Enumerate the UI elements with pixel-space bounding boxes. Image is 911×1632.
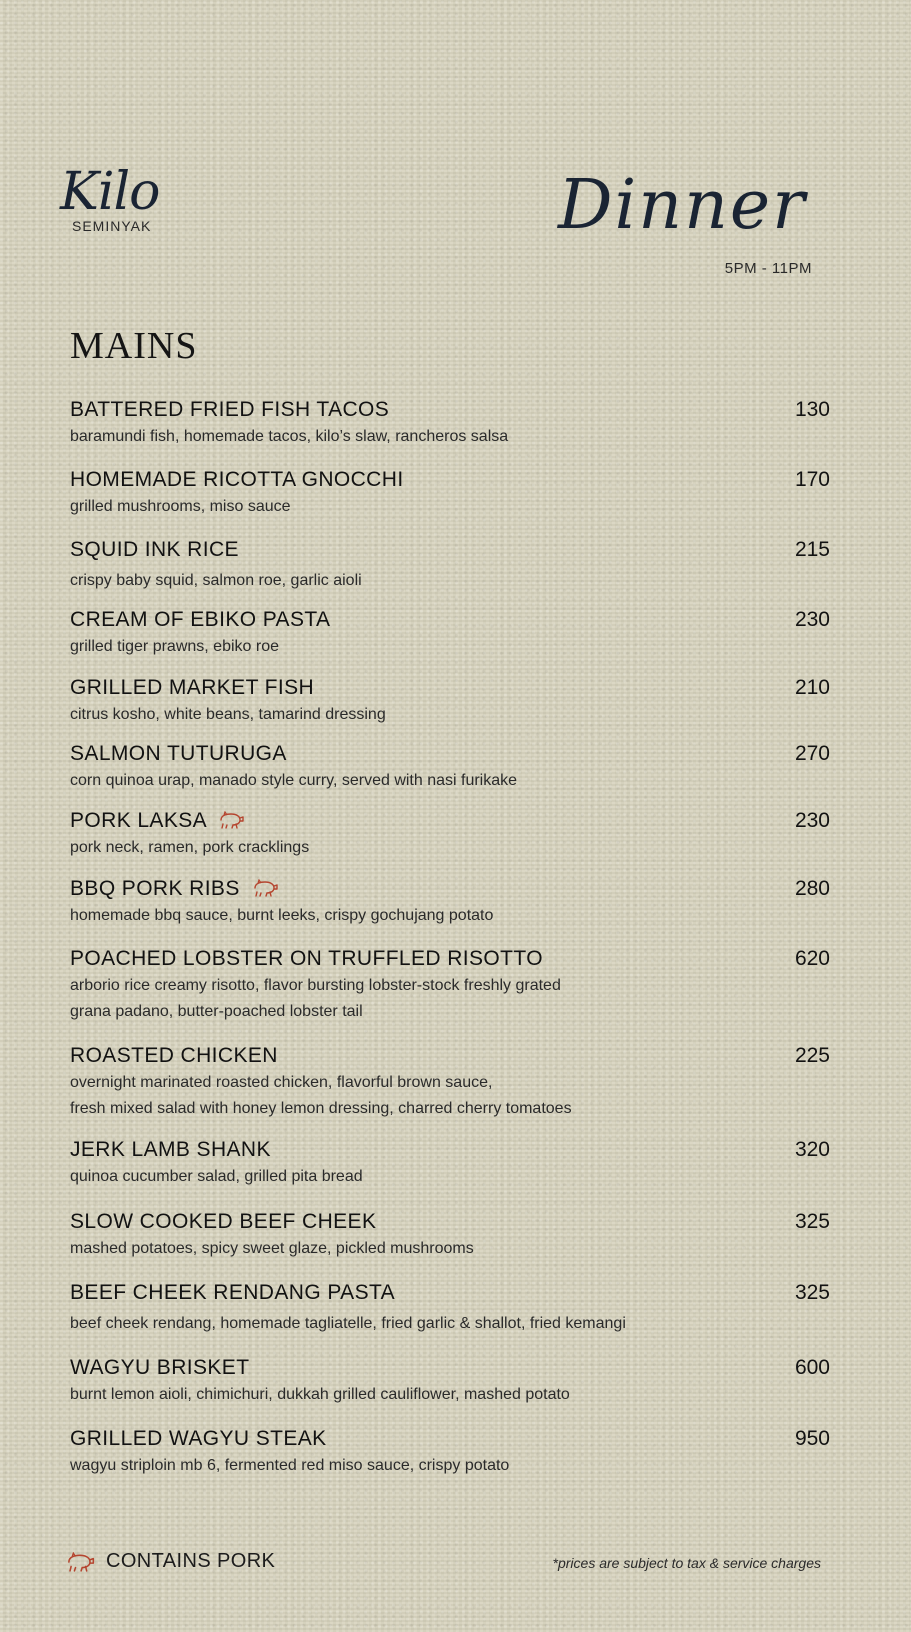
menu-item <box>70 876 830 929</box>
pig-icon <box>218 811 244 829</box>
pig-icon <box>252 879 278 897</box>
legend-label: CONTAINS PORK <box>106 1550 276 1572</box>
item-name-with-icon <box>70 876 830 902</box>
item-description: burnt lemon aioli, chimichuri, dukkah grilled cauliflower, mashed potato <box>70 1386 570 1403</box>
item-name: SALMON TUTURUGA <box>70 742 287 765</box>
item-name: GRILLED MARKET FISH <box>70 676 315 699</box>
item-description: pork neck, ramen, pork cracklings <box>70 839 310 856</box>
item-description-line-2: grana padano, butter-poached lobster tail <box>70 1003 363 1020</box>
item-description: corn quinoa urap, manado style curry, served with nasi furikake <box>70 772 518 789</box>
item-description: grilled mushrooms, miso sauce <box>70 498 291 515</box>
item-price: 170 <box>794 468 830 491</box>
item-name: WAGYU BRISKET <box>70 1356 250 1379</box>
item-name: POACHED LOBSTER ON TRUFFLED RISOTTO <box>70 947 543 970</box>
item-price: 215 <box>794 538 830 561</box>
item-name-with-icon <box>70 808 830 834</box>
item-description-line-1: overnight marinated roasted chicken, flavorful brown sauce, <box>70 1074 493 1091</box>
item-name: CREAM OF EBIKO PASTA <box>70 608 331 631</box>
item-price: 620 <box>794 947 830 970</box>
menu-item <box>70 675 830 728</box>
item-description: beef cheek rendang, homemade tagliatelle, fried garlic & shallot, fried kemangi <box>70 1315 626 1332</box>
item-price: 230 <box>794 608 830 631</box>
item-name: JERK LAMB SHANK <box>70 1138 271 1161</box>
item-price: 230 <box>794 809 830 832</box>
logo-location: SEMINYAK <box>72 218 152 234</box>
menu-item <box>70 1137 830 1190</box>
item-name: SQUID INK RICE <box>70 538 239 561</box>
menu-item <box>70 808 830 861</box>
menu-item <box>70 1355 830 1408</box>
item-price: 320 <box>794 1138 830 1161</box>
item-price: 600 <box>794 1356 830 1379</box>
item-price: 130 <box>794 398 830 421</box>
menu-item <box>70 537 830 594</box>
menu-item <box>70 741 830 794</box>
logo-wordmark: Kilo <box>60 162 160 222</box>
item-description: mashed potatoes, spicy sweet glaze, pickled mushrooms <box>70 1240 474 1257</box>
item-name: SLOW COOKED BEEF CHEEK <box>70 1210 377 1233</box>
menu-item <box>70 1280 830 1337</box>
item-description-line-2: fresh mixed salad with honey lemon dressing, charred cherry tomatoes <box>70 1100 572 1117</box>
item-description: homemade bbq sauce, burnt leeks, crispy gochujang potato <box>70 907 494 924</box>
item-name: GRILLED WAGYU STEAK <box>70 1427 327 1450</box>
item-price: 280 <box>794 877 830 900</box>
item-name: HOMEMADE RICOTTA GNOCCHI <box>70 468 404 491</box>
item-name: BEEF CHEEK RENDANG PASTA <box>70 1281 396 1304</box>
brand-logo <box>60 164 180 234</box>
item-description: grilled tiger prawns, ebiko roe <box>70 638 279 655</box>
service-heading <box>540 166 830 277</box>
menu-item <box>70 397 830 450</box>
section-title: MAINS <box>70 325 198 367</box>
pork-legend <box>64 1550 275 1573</box>
pig-icon <box>64 1552 96 1572</box>
item-price: 270 <box>794 742 830 765</box>
item-price: 325 <box>794 1281 830 1304</box>
price-disclaimer: *prices are subject to tax & service charges <box>552 1555 821 1571</box>
item-price: 210 <box>794 676 830 699</box>
menu-item <box>70 607 830 660</box>
item-name: PORK LAKSA <box>70 809 206 832</box>
menu-item <box>70 1209 830 1262</box>
menu-item <box>70 946 830 1025</box>
item-description: quinoa cucumber salad, grilled pita bread <box>70 1168 363 1185</box>
item-name: BBQ PORK RIBS <box>70 877 240 900</box>
menu-item <box>70 1426 830 1479</box>
menu-item <box>70 1043 830 1122</box>
item-description: citrus kosho, white beans, tamarind dressing <box>70 706 386 723</box>
service-title: Dinner <box>558 166 807 245</box>
service-hours: 5PM - 11PM <box>724 260 812 277</box>
item-description: crispy baby squid, salmon roe, garlic aioli <box>70 572 362 589</box>
item-price: 950 <box>794 1427 830 1450</box>
item-description: baramundi fish, homemade tacos, kilo’s slaw, rancheros salsa <box>70 428 509 445</box>
item-name: BATTERED FRIED FISH TACOS <box>70 398 390 421</box>
item-description: wagyu striploin mb 6, fermented red miso sauce, crispy potato <box>70 1457 510 1474</box>
menu-item <box>70 467 830 520</box>
item-price: 225 <box>794 1044 830 1067</box>
item-price: 325 <box>794 1210 830 1233</box>
item-name: ROASTED CHICKEN <box>70 1044 278 1067</box>
item-description-line-1: arborio rice creamy risotto, flavor bursting lobster-stock freshly grated <box>70 977 561 994</box>
